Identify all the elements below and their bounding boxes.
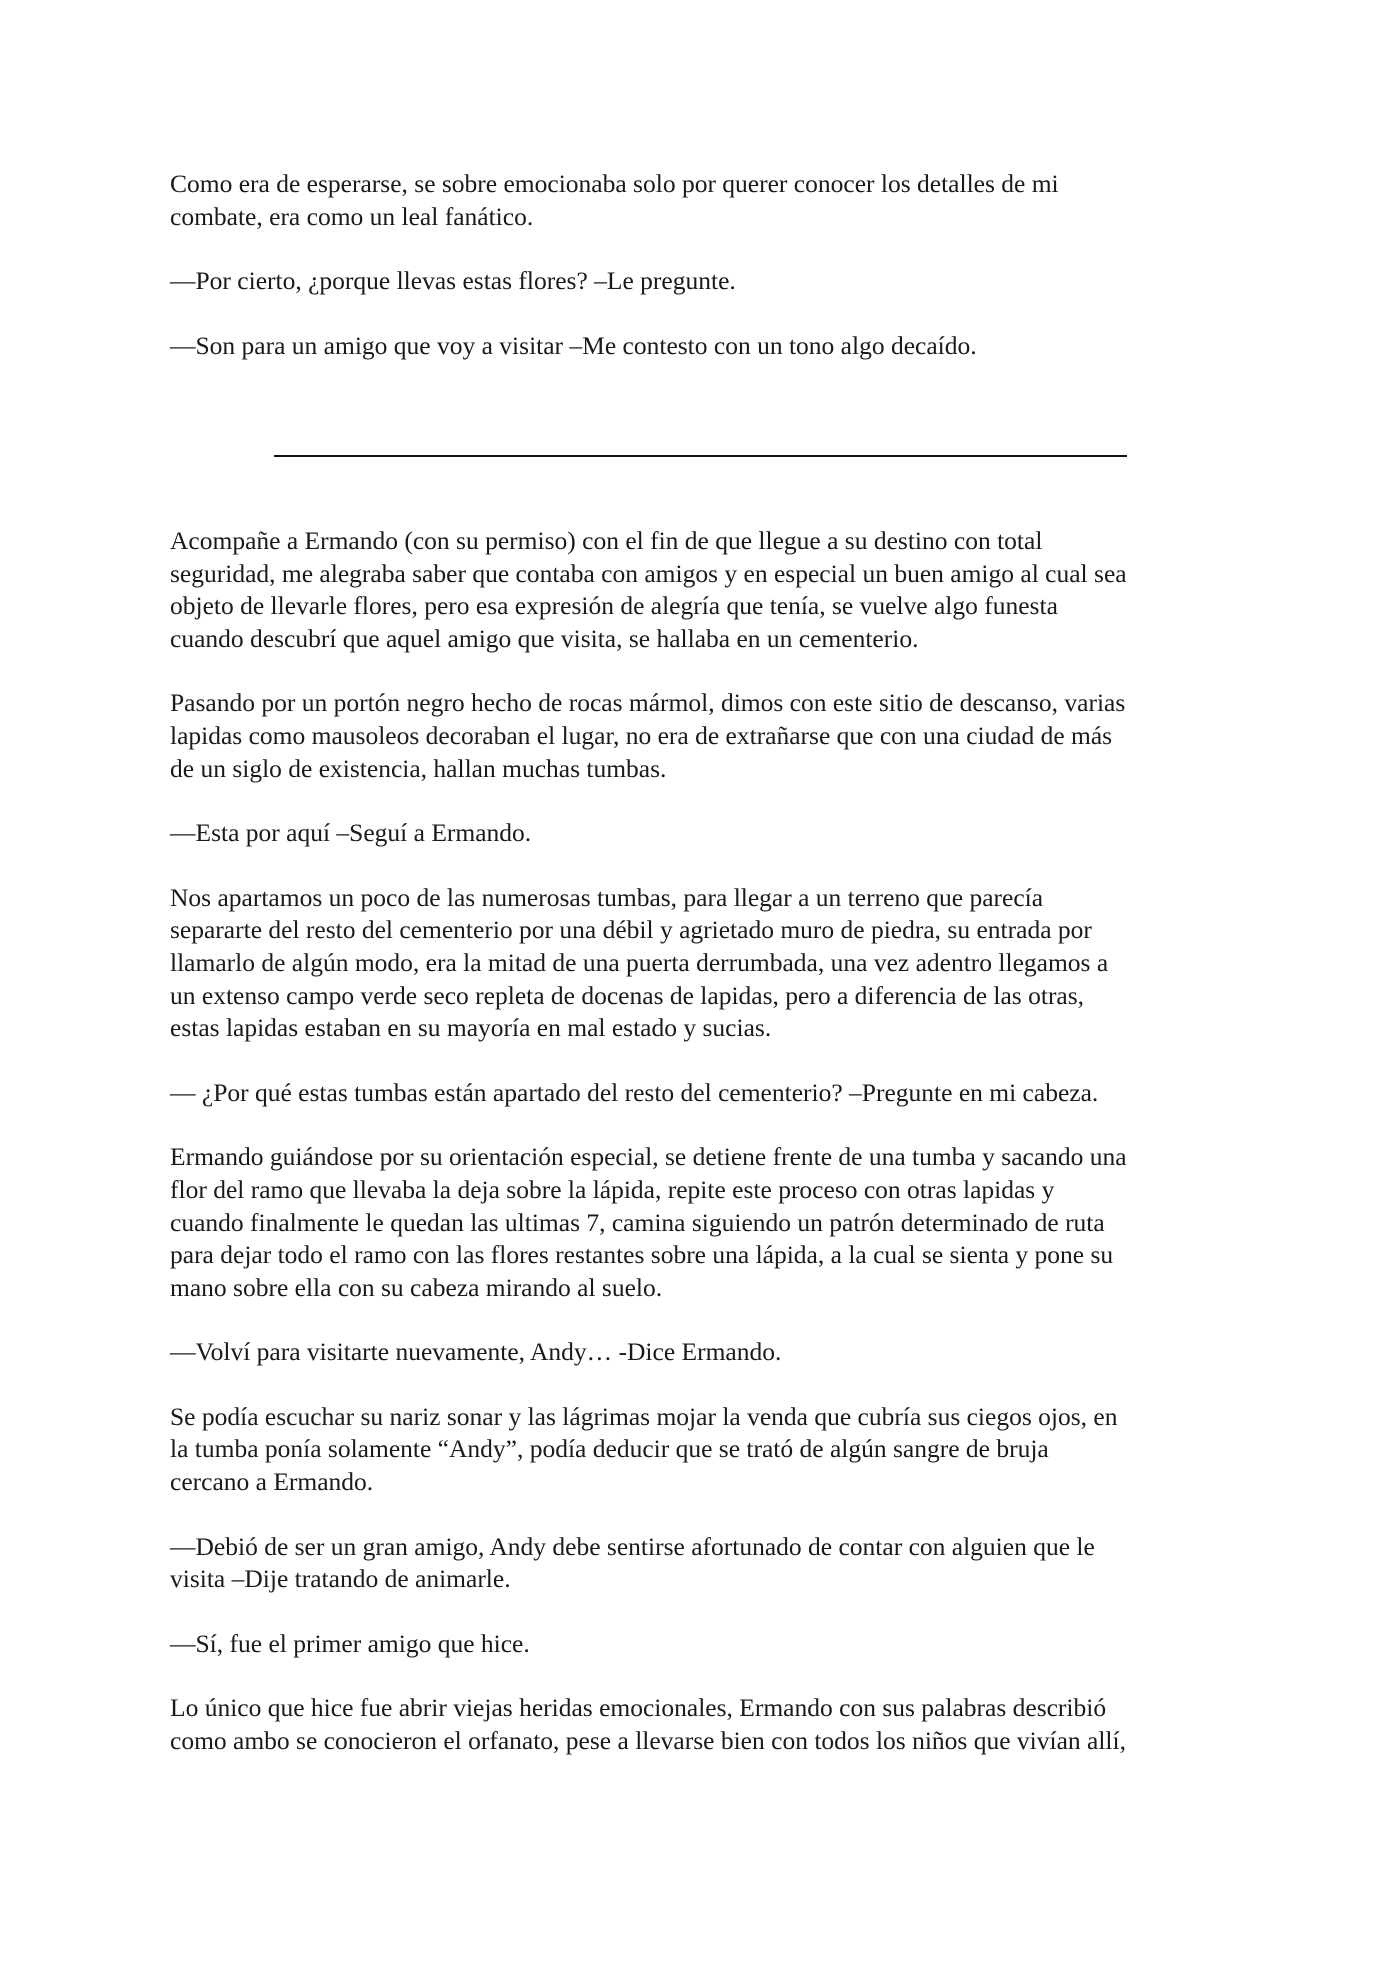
text-line: Ermando guiándose por su orientación especial, se detiene frente de una tumba y sacando una	[170, 1142, 1127, 1172]
text-line: Lo único que hice fue abrir viejas heridas emocionales, Ermando con sus palabras describió	[170, 1693, 1107, 1723]
text-line: mano sobre ella con su cabeza mirando al suelo.	[170, 1272, 663, 1302]
paragraph	[170, 817, 1235, 850]
paragraph	[170, 168, 1235, 233]
text-line: separarte del resto del cementerio por una débil y agrietado muro de piedra, su entrada por	[170, 915, 1092, 945]
paragraph	[170, 1077, 1235, 1110]
text-line: seguridad, me alegraba saber que contaba con amigos y en especial un buen amigo al cual sea	[170, 558, 1127, 588]
section-divider	[274, 455, 1127, 457]
text-line: —Volví para visitarte nuevamente, Andy… -Dice Ermando.	[170, 1337, 782, 1367]
paragraph	[170, 1692, 1235, 1757]
text-line: llamarlo de algún modo, era la mitad de una puerta derrumbada, una vez adentro llegamos a	[170, 947, 1109, 977]
text-line: objeto de llevarle flores, pero esa expresión de alegría que tenía, se vuelve algo funesta	[170, 591, 1058, 621]
text-line: —Son para un amigo que voy a visitar –Me contesto con un tono algo decaído.	[170, 330, 977, 360]
text-line: —Sí, fue el primer amigo que hice.	[170, 1628, 530, 1658]
text-line: la tumba ponía solamente “Andy”, podía deducir que se trató de algún sangre de bruja	[170, 1434, 1049, 1464]
text-line: Como era de esperarse, se sobre emocionaba solo por querer conocer los detalles de mi	[170, 169, 1059, 198]
paragraph	[170, 1141, 1235, 1304]
text-section-top	[170, 168, 1235, 362]
text-section-bottom	[170, 525, 1235, 1758]
paragraph	[170, 265, 1235, 298]
paragraph	[170, 1401, 1235, 1499]
text-line: Pasando por un portón negro hecho de rocas mármol, dimos con este sitio de descanso, varias	[170, 688, 1126, 718]
text-line: cuando finalmente le quedan las ultimas 7, camina siguiendo un patrón determinado de ruta	[170, 1207, 1105, 1237]
text-line: —Por cierto, ¿porque llevas estas flores? –Le pregunte.	[170, 266, 736, 296]
text-line: para dejar todo el ramo con las flores restantes sobre una lápida, a la cual se sienta y pone su	[170, 1240, 1114, 1270]
text-line: de un siglo de existencia, hallan muchas tumbas.	[170, 753, 667, 783]
text-line: cuando descubrí que aquel amigo que visita, se hallaba en un cementerio.	[170, 623, 919, 653]
text-line: combate, era como un leal fanático.	[170, 201, 534, 231]
text-line: Nos apartamos un poco de las numerosas tumbas, para llegar a un terreno que parecía	[170, 882, 1044, 912]
text-line: cercano a Ermando.	[170, 1467, 374, 1497]
paragraph	[170, 1531, 1235, 1596]
text-line: Se podía escuchar su nariz sonar y las lágrimas mojar la venda que cubría sus ciegos ojos, en	[170, 1401, 1118, 1431]
text-line: —Debió de ser un gran amigo, Andy debe sentirse afortunado de contar con alguien que le	[170, 1531, 1095, 1561]
text-line: como ambo se conocieron el orfanato, pese a llevarse bien con todos los niños que vivían allí,	[170, 1726, 1126, 1756]
text-line: flor del ramo que llevaba la deja sobre la lápida, repite este proceso con otras lapidas y	[170, 1174, 1055, 1204]
text-line: un extenso campo verde seco repleta de docenas de lapidas, pero a diferencia de las otras,	[170, 980, 1085, 1010]
paragraph	[170, 1628, 1235, 1661]
paragraph	[170, 1336, 1235, 1369]
paragraph	[170, 687, 1235, 785]
text-line: estas lapidas estaban en su mayoría en mal estado y sucias.	[170, 1013, 772, 1043]
text-line: visita –Dije tratando de animarle.	[170, 1564, 511, 1594]
text-line: —Esta por aquí –Seguí a Ermando.	[170, 818, 532, 848]
text-line: lapidas como mausoleos decoraban el lugar, no era de extrañarse que con una ciudad de más	[170, 720, 1113, 750]
paragraph	[170, 882, 1235, 1045]
text-line: — ¿Por qué estas tumbas están apartado del resto del cementerio? –Pregunte en mi cabeza.	[170, 1077, 1099, 1107]
paragraph	[170, 525, 1235, 655]
text-line: Acompañe a Ermando (con su permiso) con el fin de que llegue a su destino con total	[170, 526, 1043, 555]
paragraph	[170, 330, 1235, 363]
